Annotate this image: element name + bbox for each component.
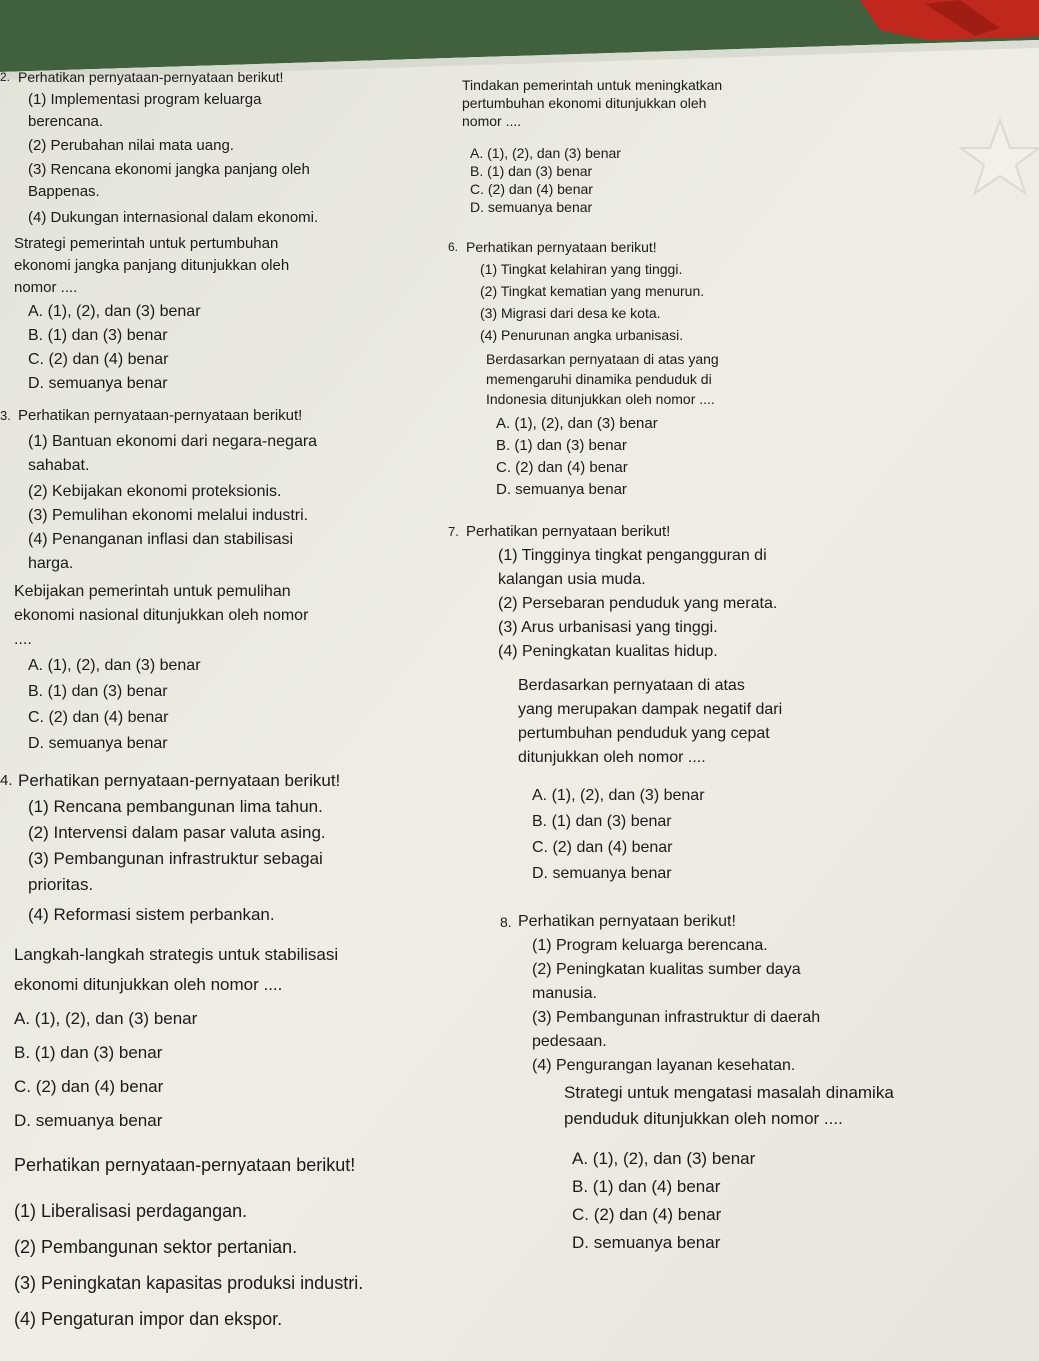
text-line: prioritas.: [28, 875, 94, 894]
text-line: pedesaan.: [532, 1033, 607, 1050]
text-line: nomor ....: [14, 279, 78, 296]
text-line: B. (1) dan (4) benar: [572, 1177, 721, 1196]
text-line: (4) Penurunan angka urbanisasi.: [480, 327, 684, 343]
text-line: Bappenas.: [28, 183, 100, 200]
text-line: (4) Peningkatan kualitas hidup.: [498, 643, 718, 660]
text-line: (3) Arus urbanisasi yang tinggi.: [498, 619, 718, 636]
text-line: Strategi pemerintah untuk pertumbuhan: [14, 235, 279, 252]
text-line: A. (1), (2), dan (3) benar: [496, 415, 658, 432]
text-line: Kebijakan pemerintah untuk pemulihan: [14, 583, 291, 600]
text-line: berencana.: [28, 113, 104, 130]
text-line: (2) Kebijakan ekonomi proteksionis.: [28, 483, 282, 500]
text-line: C. (2) dan (4) benar: [532, 839, 673, 856]
text-line: C. (2) dan (4) benar: [14, 1077, 164, 1096]
text-line: D. semuanya benar: [496, 481, 627, 498]
text-line: A. (1), (2), dan (3) benar: [28, 657, 201, 674]
text-line: pertumbuhan penduduk yang cepat: [518, 725, 770, 742]
text-line: memengaruhi dinamika penduduk di: [486, 371, 712, 387]
text-line: Perhatikan pernyataan berikut!: [466, 239, 657, 255]
text-line: ekonomi ditunjukkan oleh nomor ....: [14, 975, 283, 994]
text-line: (2) Persebaran penduduk yang merata.: [498, 595, 778, 612]
text-line: (3) Pemulihan ekonomi melalui industri.: [28, 507, 309, 524]
text-line: Perhatikan pernyataan-pernyataan berikut!: [18, 407, 303, 424]
text-line: (3) Migrasi dari desa ke kota.: [480, 305, 661, 321]
text-line: (1) Rencana pembangunan lima tahun.: [28, 797, 323, 816]
text-line: (4) Pengurangan layanan kesehatan.: [532, 1057, 796, 1074]
text-line: B. (1) dan (3) benar: [28, 327, 168, 344]
text-line: (1) Program keluarga berencana.: [532, 937, 768, 954]
text-line: (2) Tingkat kematian yang menurun.: [480, 283, 705, 299]
text-line: Indonesia ditunjukkan oleh nomor ....: [486, 391, 715, 407]
text-line: penduduk ditunjukkan oleh nomor ....: [564, 1109, 843, 1128]
text-line: Perhatikan pernyataan-pernyataan berikut!: [18, 69, 284, 85]
text-line: Perhatikan pernyataan-pernyataan berikut!: [14, 1155, 356, 1175]
text-line: Perhatikan pernyataan-pernyataan berikut!: [18, 771, 341, 790]
text-line: (4) Penanganan inflasi dan stabilisasi: [28, 531, 294, 548]
text-line: Perhatikan pernyataan berikut!: [518, 913, 736, 930]
text-line: (1) Tingginya tingkat pengangguran di: [498, 547, 767, 564]
text-line: ekonomi nasional ditunjukkan oleh nomor: [14, 607, 309, 624]
text-line: sahabat.: [28, 457, 90, 474]
text-line: Perhatikan pernyataan berikut!: [466, 523, 671, 540]
text-line: C. (2) dan (4) benar: [28, 709, 169, 726]
text-line: (1) Liberalisasi perdagangan.: [14, 1201, 248, 1221]
text-line: D. semuanya benar: [14, 1111, 163, 1130]
text-line: yang merupakan dampak negatif dari: [518, 701, 783, 718]
text-line: B. (1) dan (3) benar: [496, 437, 627, 454]
text-line: B. (1) dan (3) benar: [470, 163, 593, 179]
text-line: (4) Reformasi sistem perbankan.: [28, 905, 275, 924]
text-line: D. semuanya benar: [470, 199, 593, 215]
text-line: D. semuanya benar: [572, 1233, 721, 1252]
text-line: kalangan usia muda.: [498, 571, 646, 588]
text-line: Berdasarkan pernyataan di atas: [518, 677, 745, 694]
text-line: A. (1), (2), dan (3) benar: [470, 145, 621, 161]
question-number: 6.: [448, 240, 459, 254]
text-line: C. (2) dan (4) benar: [572, 1205, 722, 1224]
question-number: 4.: [0, 772, 13, 789]
text-line: nomor ....: [462, 113, 522, 129]
text-line: Berdasarkan pernyataan di atas yang: [486, 351, 719, 367]
text-line: (4) Pengaturan impor dan ekspor.: [14, 1309, 283, 1329]
text-line: Langkah-langkah strategis untuk stabilisasi: [14, 945, 339, 964]
question-number: 2.: [0, 70, 11, 84]
question-number: 3.: [0, 408, 11, 423]
text-line: ditunjukkan oleh nomor ....: [518, 749, 706, 766]
question-number: 8.: [500, 914, 512, 930]
text-line: D. semuanya benar: [28, 735, 168, 752]
text-line: manusia.: [532, 985, 597, 1002]
text-line: C. (2) dan (4) benar: [28, 351, 169, 368]
text-line: A. (1), (2), dan (3) benar: [532, 787, 705, 804]
text-line: (4) Dukungan internasional dalam ekonomi.: [28, 209, 319, 226]
text-line: (1) Bantuan ekonomi dari negara-negara: [28, 433, 318, 450]
text-line: (3) Pembangunan infrastruktur di daerah: [532, 1009, 821, 1026]
text-line: A. (1), (2), dan (3) benar: [28, 303, 201, 320]
text-line: D. semuanya benar: [532, 865, 672, 882]
text-line: D. semuanya benar: [28, 375, 168, 392]
text-line: B. (1) dan (3) benar: [14, 1043, 163, 1062]
text-line: Tindakan pemerintah untuk meningkatkan: [462, 77, 723, 93]
text-line: Strategi untuk mengatasi masalah dinamika: [564, 1083, 894, 1102]
text-line: (2) Peningkatan kualitas sumber daya: [532, 961, 801, 978]
text-line: (3) Pembangunan infrastruktur sebagai: [28, 849, 323, 868]
text-line: (2) Perubahan nilai mata uang.: [28, 137, 234, 154]
text-line: (3) Rencana ekonomi jangka panjang oleh: [28, 161, 310, 178]
text-line: B. (1) dan (3) benar: [28, 683, 168, 700]
text-line: ekonomi jangka panjang ditunjukkan oleh: [14, 257, 290, 274]
text-line: (2) Pembangunan sektor pertanian.: [14, 1237, 298, 1257]
text-line: pertumbuhan ekonomi ditunjukkan oleh: [462, 95, 707, 111]
text-line: (1) Implementasi program keluarga: [28, 91, 262, 108]
text-line: (3) Peningkatan kapasitas produksi industri.: [14, 1273, 364, 1293]
text-line: C. (2) dan (4) benar: [496, 459, 628, 476]
text-line: C. (2) dan (4) benar: [470, 181, 593, 197]
text-line: (2) Intervensi dalam pasar valuta asing.: [28, 823, 326, 842]
text-line: B. (1) dan (3) benar: [532, 813, 672, 830]
text-line: A. (1), (2), dan (3) benar: [14, 1009, 198, 1028]
text-line: (1) Tingkat kelahiran yang tinggi.: [480, 261, 683, 277]
text-line: harga.: [28, 555, 74, 572]
text-line: A. (1), (2), dan (3) benar: [572, 1149, 756, 1168]
text-line: ....: [14, 631, 32, 648]
question-number: 7.: [448, 524, 459, 539]
